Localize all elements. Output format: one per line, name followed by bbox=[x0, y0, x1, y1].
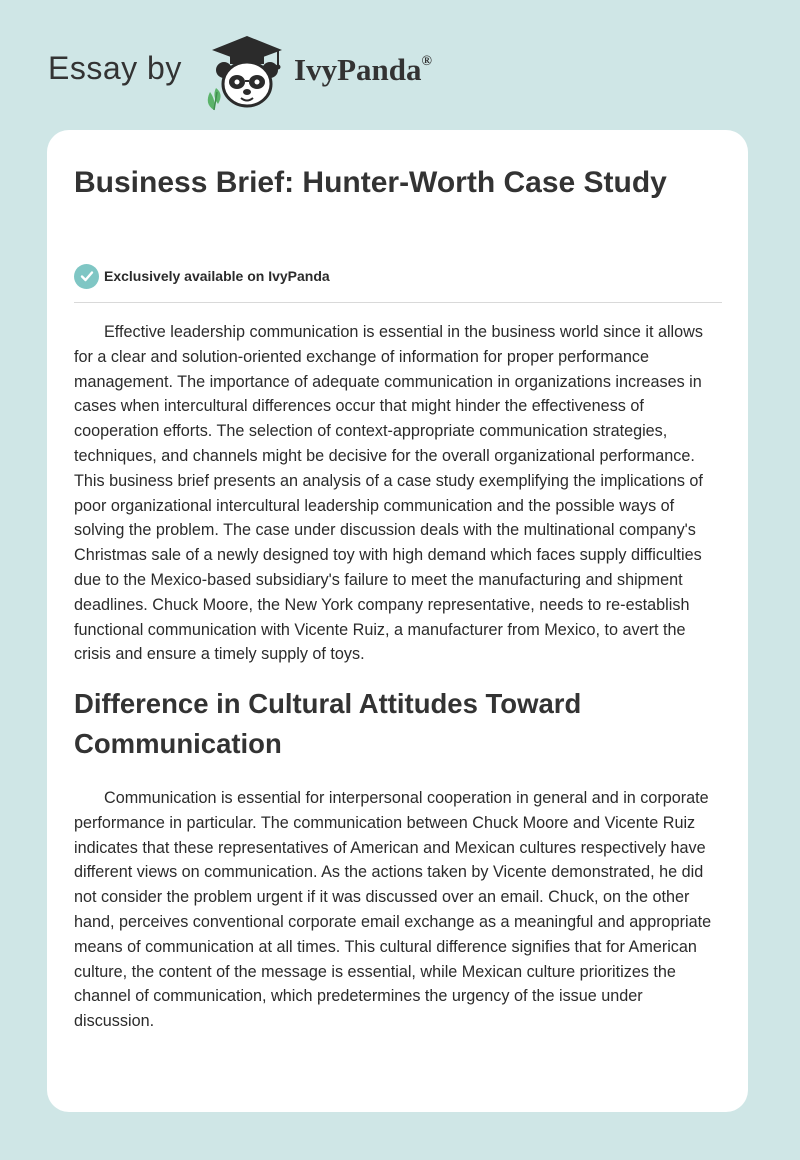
exclusive-badge bbox=[74, 263, 330, 289]
page-title: Business Brief: Hunter-Worth Case Study bbox=[74, 166, 667, 199]
registered-mark: ® bbox=[421, 54, 432, 69]
essay-by-label: Essay by bbox=[48, 50, 182, 86]
exclusive-badge-label: Exclusively available on IvyPanda bbox=[104, 268, 330, 284]
site-header bbox=[48, 30, 748, 110]
section-heading: Difference in Cultural Attitudes Toward Communication bbox=[74, 688, 582, 759]
panda-graduate-icon[interactable] bbox=[202, 32, 292, 112]
article-paragraph: Communication is essential for interpersonal cooperation in general and in corporate performance in particular. The communication between Chuck Moore and Vicente Ruiz indicates that these representatives of American and Mexican cultures respectively have different views on communication. As the actions taken by Vicente demonstrated, he did not consider the problem urgent if it was discussed over an email. Chuck, on the other hand, perceives conventional corporate email exchange as a meaningful and appropriate means of communication at all times. This cultural difference signifies that for American culture, the content of the message is essential, while Mexican culture prioritizes the channel of communication, which predetermines the urgency of the issue under discussion. bbox=[74, 789, 712, 1031]
divider bbox=[74, 302, 722, 303]
article-paragraph: Effective leadership communication is essential in the business world since it allows for a clear and solution-oriented exchange of information for proper performance management. The importance of adequate communication in organizations increases in cases when intercultural differences occur that might hinder the effectiveness of cooperation efforts. The selection of context-appropriate communication strategies, techniques, and channels might be decisive for the overall organizational performance. This business brief presents an analysis of a case study exemplifying the implications of poor organizational intercultural leadership communication and the possible ways of solving the problem. The case under discussion deals with the multinational company's Christmas sale of a newly designed toy with high demand which faces supply difficulties due to the Mexico-based subsidiary's failure to meet the manufacturing and shipment deadlines. Chuck Moore, the New York company representative, needs to re-establish functional communication with Vicente Ruiz, a manufacturer from Mexico, to avert the crisis and ensure a timely supply of toys. bbox=[74, 323, 703, 664]
brand-name[interactable] bbox=[294, 52, 432, 88]
article-card bbox=[47, 130, 748, 1112]
brand-text: IvyPanda bbox=[294, 52, 422, 87]
check-icon bbox=[74, 264, 99, 289]
